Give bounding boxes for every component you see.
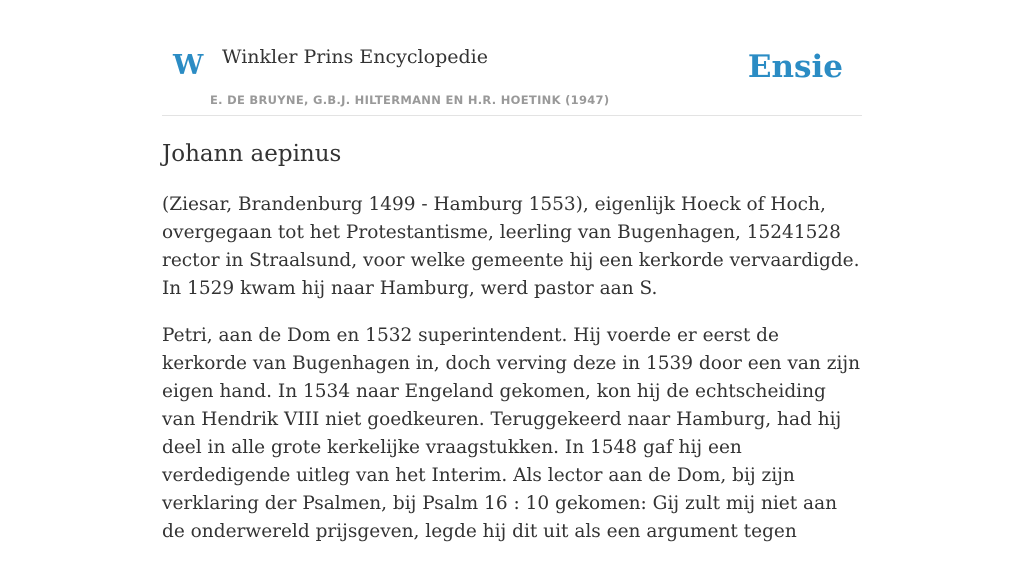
article-content <box>162 138 862 565</box>
winkler-prins-logo-icon[interactable]: W <box>173 50 204 81</box>
book-title-link[interactable]: Winkler Prins Encyclopedie <box>222 46 488 68</box>
article-paragraph: (Ziesar, Brandenburg 1499 - Hamburg 1553), eigenlijk Hoeck of Hoch, overgegaan tot het Protestantisme, leerling van Bugenhagen, 15241528 rector in Straalsund, voor welke gemeente hij een kerkorde vervaardigde. In 1529 kwam hij naar Hamburg, werd pastor aan S. <box>162 194 860 299</box>
page-title: Johann aepinus <box>162 141 342 167</box>
ensie-logo-link[interactable]: Ensie <box>747 49 843 85</box>
book-authors: E. DE BRUYNE, G.B.J. HILTERMANN EN H.R. HOETINK (1947) <box>210 93 610 107</box>
header <box>162 0 862 116</box>
article-paragraph: Petri, aan de Dom en 1532 superintendent. Hij voerde er eerst de kerkorde van Bugenhagen in, doch verving deze in 1539 door een van zijn eigen hand. In 1534 naar Engeland gekomen, kon hij de echtscheiding van Hendrik VIII niet goedkeuren. Teruggekeerd naar Hamburg, had hij deel in alle grote kerkelijke vraagstukken. In 1548 gaf hij een verdedigende uitleg van het Interim. Als lector aan de Dom, bij zijn verklaring der Psalmen, bij Psalm 16 : 10 gekomen: Gij zult mij niet aan de onderwereld prijsgeven, legde hij dit uit als een argument tegen <box>162 325 861 542</box>
